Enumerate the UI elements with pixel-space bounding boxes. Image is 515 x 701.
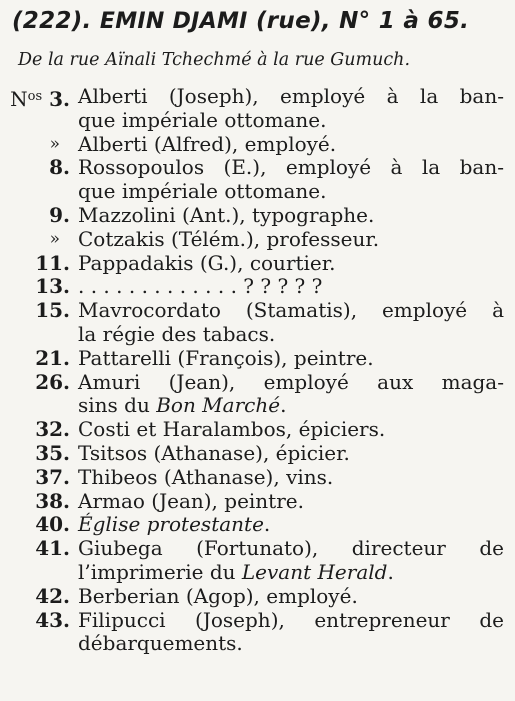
street-kind: (rue) <box>255 8 322 34</box>
entry-list <box>0 85 515 656</box>
entry-text: Alberti (Joseph), employé à la ban- <box>78 84 504 108</box>
list-item <box>0 585 515 609</box>
house-number: 26. <box>35 369 70 394</box>
entry-text: Amuri (Jean), employé aux maga- <box>78 369 504 394</box>
house-number: 32. <box>35 417 70 442</box>
entry-text: que impériale ottomane. <box>78 107 327 132</box>
house-number: » <box>49 228 60 249</box>
house-number: 13. <box>35 274 70 299</box>
list-item <box>0 85 515 133</box>
entry-text: Armao (Jean), peintre. <box>78 488 304 513</box>
entry-text: Tsitsos (Athanase), épicier. <box>78 440 350 465</box>
list-item <box>0 228 515 252</box>
list-item <box>0 513 515 537</box>
list-item <box>0 299 515 347</box>
house-number: $N^{os}$ 3. <box>10 87 70 111</box>
entry-text: Filipucci (Joseph), entrepreneur de <box>78 607 504 632</box>
entry-text: Giubega (Fortunato), directeur de <box>78 536 504 561</box>
entry-text: Mavrocordato (Stamatis), employé à <box>78 298 504 323</box>
entry-text: que impériale ottomane. <box>78 179 327 204</box>
house-number: 38. <box>35 488 70 513</box>
entry-text: Rossopoulos (E.), employé à la ban- <box>78 155 504 180</box>
list-item <box>0 490 515 514</box>
list-item <box>0 537 515 585</box>
list-item <box>0 252 515 276</box>
entry-text: . . . . . . . . . . . . . ? ? ? ? ? <box>78 274 323 299</box>
entry-text: débarquements. <box>78 631 243 656</box>
list-item <box>0 347 515 371</box>
list-item <box>0 133 515 157</box>
entry-text: Mazzolini (Ant.), typographe. <box>78 202 375 227</box>
house-number: 9. <box>49 202 70 227</box>
list-item <box>0 204 515 228</box>
list-item <box>0 156 515 204</box>
house-number: 8. <box>49 155 70 180</box>
house-number: » <box>49 133 60 154</box>
entry-text: la régie des tabacs. <box>78 321 276 346</box>
house-number: 15. <box>35 298 70 323</box>
street-number: (222). <box>12 8 92 34</box>
list-item <box>0 609 515 657</box>
house-number: 40. <box>35 512 70 537</box>
entry-text: Alberti (Alfred), employé. <box>78 131 337 156</box>
entry-text: Costi et Haralambos, épiciers. <box>78 417 386 442</box>
list-item <box>0 466 515 490</box>
list-item <box>0 418 515 442</box>
house-number: 37. <box>35 464 70 489</box>
house-number: 41. <box>35 536 70 561</box>
street-heading <box>12 8 512 34</box>
house-number: 35. <box>35 440 70 465</box>
street-range: , N° 1 à 65. <box>321 8 470 34</box>
list-item <box>0 371 515 419</box>
house-number: 42. <box>35 583 70 608</box>
entry-text: Cotzakis (Télém.), professeur. <box>78 226 380 251</box>
entry-text: sins du Bon Marché. <box>78 393 287 418</box>
house-number: 11. <box>35 250 70 275</box>
entry-text: l’imprimerie du Levant Herald. <box>78 559 394 584</box>
entry-text: Thibeos (Athanase), vins. <box>78 464 334 489</box>
list-item <box>0 442 515 466</box>
entry-text: Église protestante. <box>78 512 271 537</box>
entry-text: Berberian (Agop), employé. <box>78 583 358 608</box>
house-number: 21. <box>35 345 70 370</box>
house-number: 43. <box>35 607 70 632</box>
entry-text: Pappadakis (G.), courtier. <box>78 250 336 275</box>
entry-text: Pattarelli (François), peintre. <box>78 345 374 370</box>
list-item <box>0 275 515 299</box>
street-name: EMIN DJAMI <box>99 9 248 34</box>
street-extent: De la rue Aïnali Tchechmé à la rue Gumuch. <box>18 50 411 70</box>
